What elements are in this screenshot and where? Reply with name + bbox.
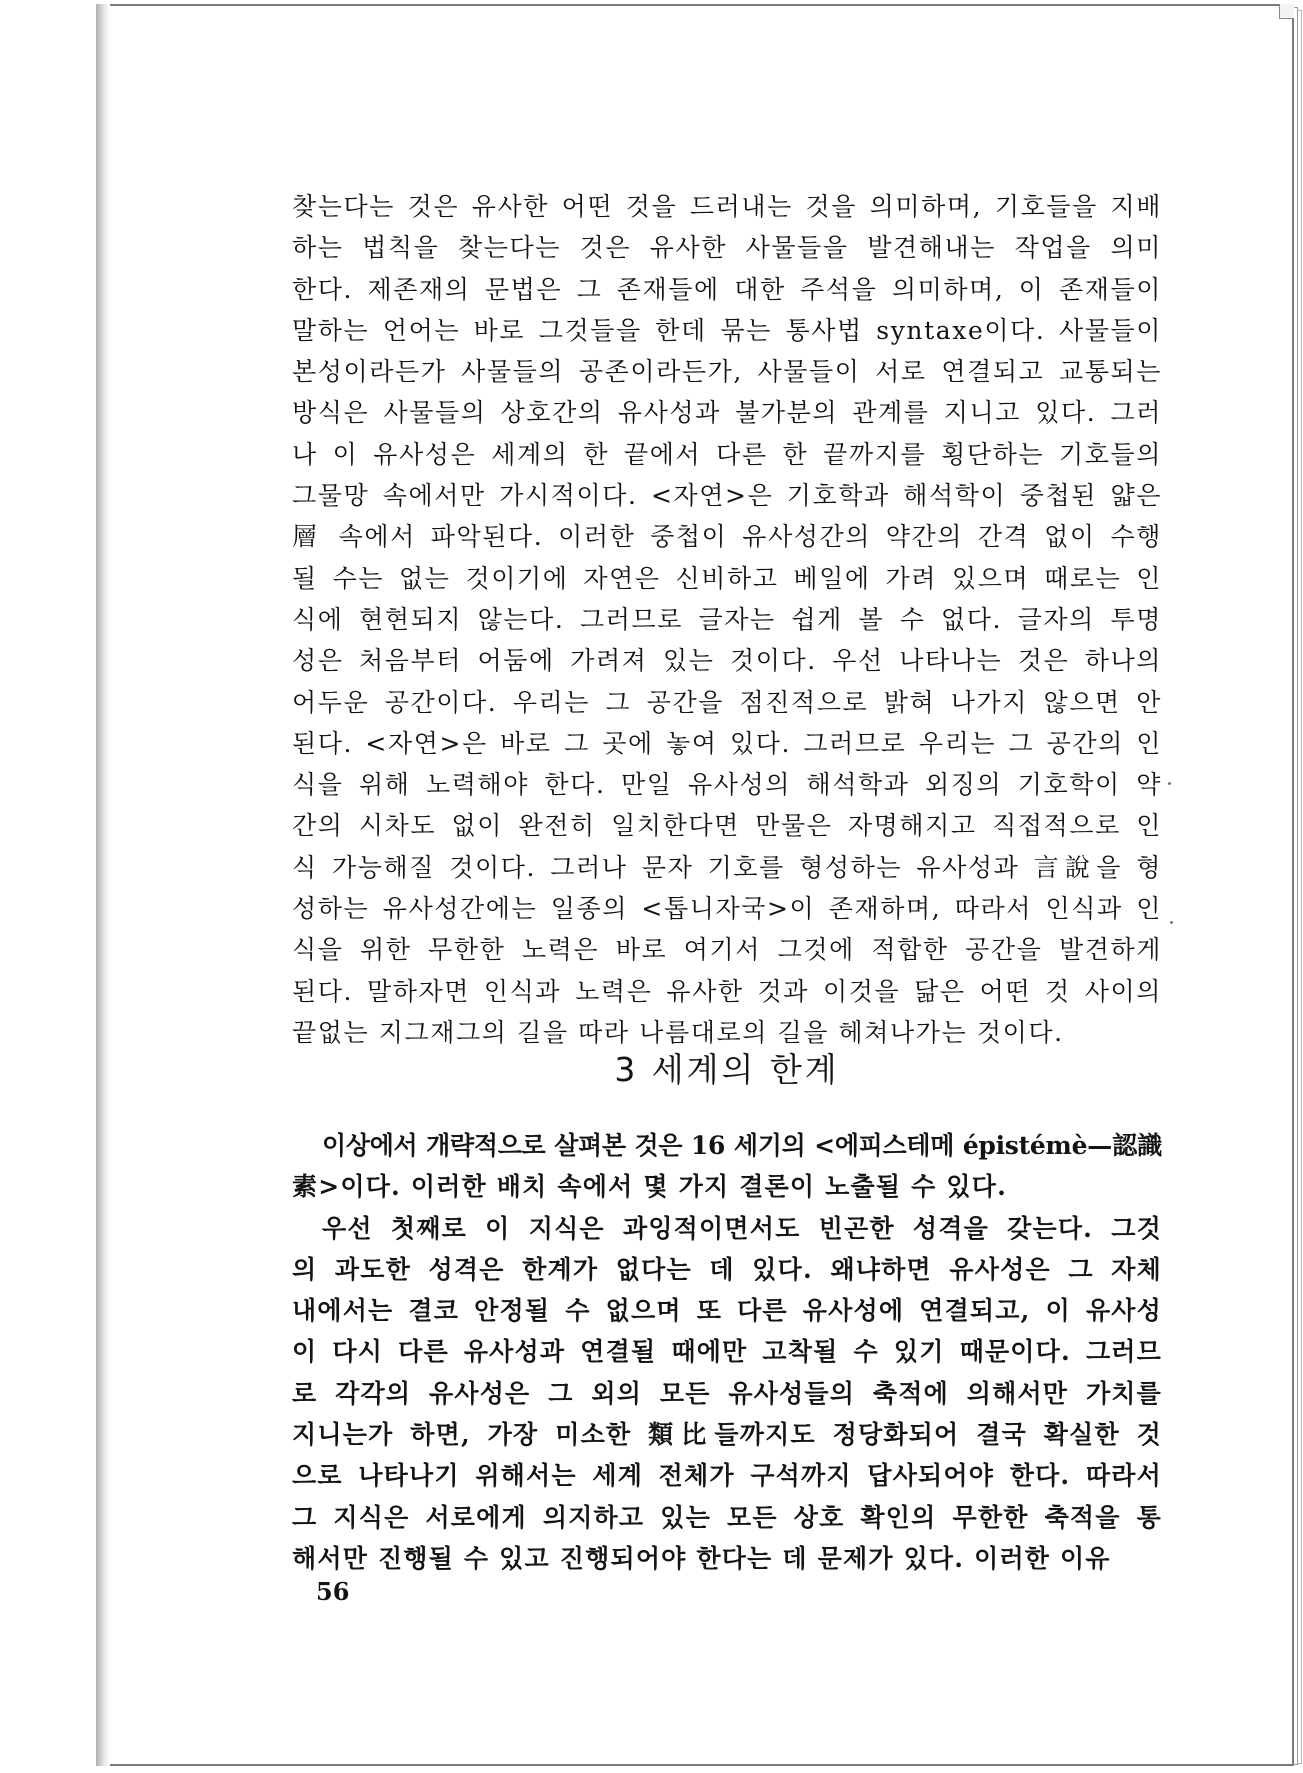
text-line: 이상에서 개략적으로 살펴본 것은 16 세기의 <에피스테메 épistémè—認識 [322, 1131, 1162, 1160]
text-line: 어두운 공간이다. 우리는 그 공간을 점진적으로 밝혀 나가지 않으면 안 [292, 687, 1162, 717]
text-line: 우선 첫째로 이 지식은 과잉적이면서도 빈곤한 성격을 갖는다. 그것 [322, 1213, 1162, 1243]
text-line: 말하는 언어는 바로 그것들을 한데 묶는 통사법 syntaxe이다. 사물들이 [292, 315, 1162, 345]
text-line: 방식은 사물들의 상호간의 유사성과 불가분의 관계를 지니고 있다. 그러 [292, 398, 1162, 428]
second-text-block [292, 1125, 1162, 1579]
text-line: 된다. <자연>은 바로 그 곳에 놓여 있다. 그러므로 우리는 그 공간의 인 [292, 728, 1162, 758]
text-line: 될 수는 없는 것이기에 자연은 신비하고 베일에 가려 있으며 때로는 인 [292, 563, 1162, 593]
scan-speck [1170, 921, 1173, 924]
text-line: 간의 시차도 없이 완전히 일치한다면 만물은 자명해지고 직접적으로 인 [292, 811, 1162, 841]
text-line: 하는 법칙을 찾는다는 것은 유사한 사물들을 발견해내는 작업을 의미 [292, 233, 1162, 263]
page-number: 56 [316, 1577, 350, 1606]
text-line: 이 다시 다른 유사성과 연결될 때에만 고착될 수 있기 때문이다. 그러므 [292, 1337, 1162, 1367]
section-heading: 3 세계의 한계 [614, 1050, 840, 1089]
text-line: 성하는 유사성간에는 일종의 <톱니자국>이 존재하며, 따라서 인식과 인 [292, 894, 1162, 924]
paragraph-2 [292, 1125, 1162, 1208]
text-line: 해서만 진행될 수 있고 진행되어야 한다는 데 문제가 있다. 이러한 이유 [292, 1543, 1111, 1573]
main-text-block [292, 186, 1162, 1053]
text-line: 내에서는 결코 안정될 수 없으며 또 다른 유사성에 연결되고, 이 유사성 [292, 1296, 1162, 1326]
text-line: 素>이다. 이러한 배치 속에서 몇 가지 결론이 노출될 수 있다. [292, 1172, 1007, 1202]
text-line: 로 각각의 유사성은 그 외의 모든 유사성들의 축적에 의해서만 가치를 [292, 1378, 1162, 1408]
text-line: 본성이라든가 사물들의 공존이라든가, 사물들이 서로 연결되고 교통되는 [292, 357, 1162, 387]
text-line: 한다. 제존재의 문법은 그 존재들에 대한 주석을 의미하며, 이 존재들이 [292, 274, 1162, 304]
text-line: 그물망 속에서만 가시적이다. <자연>은 기호학과 해석학이 중첩된 얇은 [292, 481, 1162, 511]
text-line: 層 속에서 파악된다. 이러한 중첩이 유사성간의 약간의 간격 없이 수행 [292, 522, 1162, 552]
text-line: 성은 처음부터 어둠에 가려져 있는 것이다. 우선 나타나는 것은 하나의 [292, 646, 1162, 676]
text-line: 식을 위한 무한한 노력은 바로 여기서 그것에 적합한 공간을 발견하게 [292, 935, 1162, 965]
page-corner [1279, 4, 1294, 19]
text-line: 찾는다는 것은 유사한 어떤 것을 드러내는 것을 의미하며, 기호들을 지배 [292, 192, 1162, 221]
text-line: 의 과도한 성격은 한계가 없다는 데 있다. 왜냐하면 유사성은 그 자체 [292, 1254, 1162, 1284]
scan-speck [1168, 782, 1171, 785]
text-line: 지니는가 하면, 가장 미소한 類比들까지도 정당화되어 결국 확실한 것 [292, 1420, 1162, 1450]
text-line: 으로 나타나기 위해서는 세계 전체가 구석까지 답사되어야 한다. 따라서 [292, 1461, 1162, 1491]
text-line: 식 가능해질 것이다. 그러나 문자 기호를 형성하는 유사성과 言說을 형 [292, 852, 1162, 882]
text-line: 끝없는 지그재그의 길을 따라 나름대로의 길을 헤쳐나가는 것이다. [292, 1017, 1064, 1047]
page-spine [96, 4, 110, 1766]
text-line: 나 이 유사성은 세계의 한 끝에서 다른 한 끝까지를 횡단하는 기호들의 [292, 439, 1162, 469]
paragraph-1 [292, 186, 1162, 1053]
text-line: 식에 현현되지 않는다. 그러므로 글자는 쉽게 볼 수 없다. 글자의 투명 [292, 604, 1162, 634]
text-line: 식을 위해 노력해야 한다. 만일 유사성의 해석학과 외징의 기호학이 약 [292, 770, 1162, 800]
text-line: 된다. 말하자면 인식과 노력은 유사한 것과 이것을 닮은 어떤 것 사이의 [292, 976, 1162, 1006]
text-line: 그 지식은 서로에게 의지하고 있는 모든 상호 확인의 무한한 축적을 통 [292, 1502, 1162, 1532]
paragraph-3 [292, 1208, 1162, 1580]
